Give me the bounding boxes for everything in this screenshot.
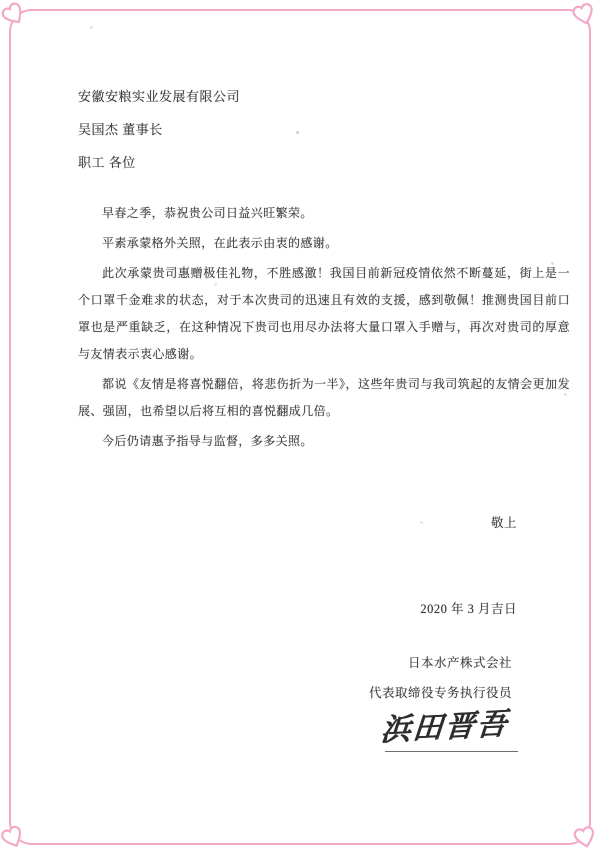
sender-title: 代表取缔役专务执行役员: [368, 686, 512, 700]
letter-date: 2020 年 3 月吉日: [420, 602, 517, 616]
handwritten-signature: [374, 702, 516, 754]
recipient-staff: 职工 各位: [78, 155, 136, 170]
recipient-person: 吴国杰 董事长: [78, 122, 163, 137]
heart-outline-icon: [1, 2, 27, 28]
body-paragraph: 平素承蒙格外关照，在此表示由衷的感谢。: [102, 236, 338, 250]
closing-salutation: 敬上: [490, 516, 517, 530]
scan-speck: [564, 393, 567, 396]
signature-name: 浜田晋吾: [379, 707, 511, 748]
scan-speck: [551, 262, 554, 265]
scan-speck: [296, 131, 299, 134]
body-paragraph: 此次承蒙贵司惠赠极佳礼物，不胜感激！我国目前新冠疫情依然不断蔓延，街上是一个口罩千金难求的状态，对于本次贵司的迅速且有效的支援，感到敬佩！推测贵国目前口罩也是严重缺乏，在这种情况下贵司也用尽办法将大量口罩入手赠与，再次对贵司的厚意与友情表示衷心感谢。: [78, 266, 570, 361]
scan-speck: [420, 521, 423, 524]
sender-company: 日本水产株式会社: [407, 656, 512, 670]
scan-speck: [90, 26, 93, 29]
body-paragraph: 早春之季，恭祝贵公司日益兴旺繁荣。: [102, 206, 313, 220]
scan-speck: [214, 283, 217, 286]
heart-outline-icon: [572, 3, 595, 26]
body-paragraph: 今后仍请惠予指导与监督，多多关照。: [102, 434, 313, 448]
heart-outline-icon: [574, 826, 596, 848]
recipient-block: [78, 80, 240, 179]
body-paragraph: 都说《友情是将喜悦翻倍，将悲伤折为一半》，这些年贵司与我司筑起的友情会更加发展、强固，也希望以后将互相的喜悦翻成几倍。: [78, 377, 570, 418]
recipient-company: 安徽安粮实业发展有限公司: [78, 89, 241, 104]
letter-body: [78, 200, 570, 458]
heart-outline-icon: [1, 825, 25, 849]
signature-underline: [385, 751, 518, 752]
